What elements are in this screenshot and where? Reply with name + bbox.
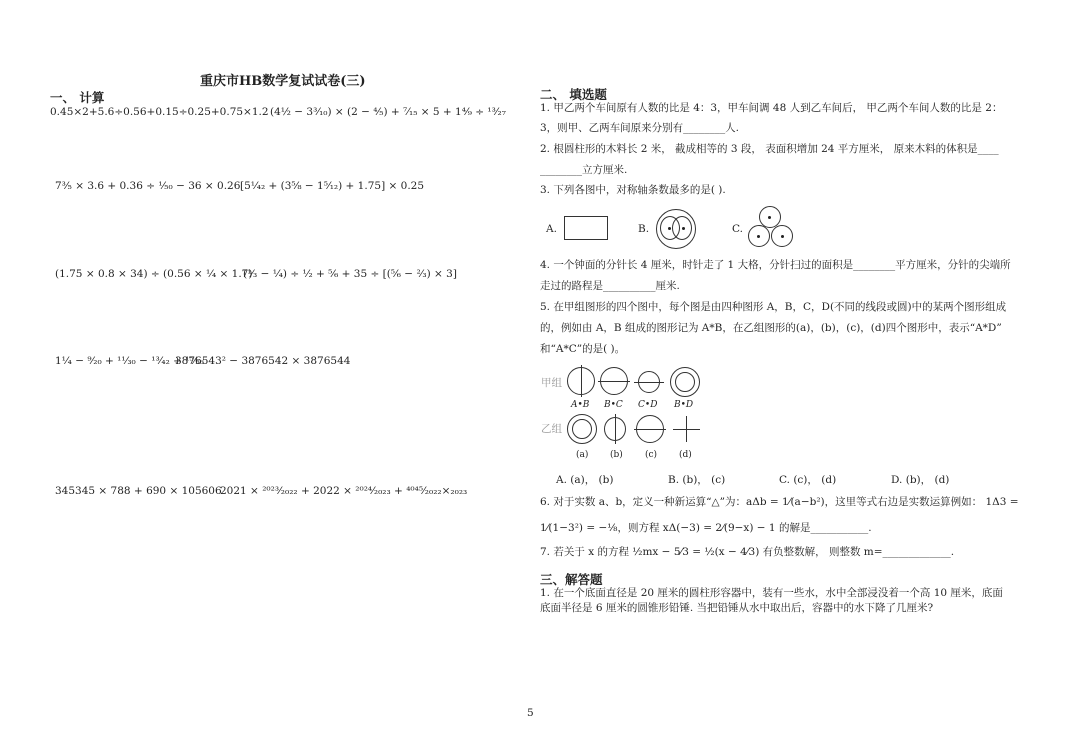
- jia-label-3: C•D: [638, 400, 658, 410]
- q5-line1: 5. 在甲组图形的四个图中，每个图是由四种图形 A，B，C，D(不同的线段或圆)中的某两个图形组成: [540, 301, 1007, 313]
- q5-option-b: B. (b)， (c): [668, 474, 726, 486]
- yi-label-c: (c): [645, 450, 658, 460]
- page-number: 5: [527, 707, 534, 719]
- problem-9: 345345 × 788 + 690 × 105606: [55, 485, 222, 497]
- problem-5: (1.75 × 0.8 × 34) ÷ (0.56 × ¹⁄₄ × 1.7): [55, 268, 253, 280]
- q4-line1: 4. 一个钟面的分针长 4 厘米，时针走了 1 大格，分针扫过的面积是________平方厘米，分针的尖端所: [540, 259, 1011, 271]
- q7-text: 7. 若关于 x 的方程 ½mx − 5⁄3 = ½(x − 4⁄3) 有负整数解， 则整数 m=_____________.: [540, 546, 955, 558]
- problem-7: 1¹⁄₄ − ⁹⁄₂₀ + ¹¹⁄₃₀ − ¹³⁄₄₂ + ¹⁵⁄₅₆: [55, 355, 204, 367]
- problem-2: (4½ − 3³⁄₁₀) × (2 − ⁴⁄₅) + ⁷⁄₁₅ × 5 + 1⁴⁄₉ ÷ ¹³⁄₂₇: [270, 106, 506, 118]
- q1-line1: 1. 甲乙两个车间原有人数的比是 4：3，甲车间调 48 人到乙车间后， 甲乙两个车间人数的比是 2：: [540, 102, 1003, 114]
- figure-c-dot-right: [781, 235, 784, 238]
- jia-label-1: A•B: [571, 400, 590, 410]
- q5-line2: 的，例如由 A，B 组成的图形记为 A*B，在乙组图形的(a)，(b)，(c)，(d)四个图形中，表示“A*D”: [540, 322, 1002, 334]
- q1-line2: 3，则甲、乙两车间原来分别有________人.: [540, 122, 740, 134]
- q6-line1: 6. 对于实数 a、b，定义一种新运算“△”为：aΔb = 1⁄(a−b²)，这里等式右边是实数运算例如： 1Δ3 =: [540, 496, 1019, 508]
- q2-line1: 2. 根圆柱形的木料长 2 米， 截成相等的 3 段， 表面积增加 24 平方厘米， 原来木料的体积是____: [540, 143, 999, 155]
- figure-c-dot-top: [768, 216, 771, 219]
- section-calc-heading: 一、 计算: [50, 90, 105, 105]
- rectangle-figure: [564, 216, 608, 240]
- s3-q1-line2: 底面半径是 6 厘米的圆锥形铅锤. 当把铅锤从水中取出后，容器中的水下降了几厘米?: [540, 602, 934, 614]
- problem-8: 3876543² − 3876542 × 3876544: [175, 355, 351, 367]
- jia-label-2: B•C: [604, 400, 623, 410]
- group-jia-label: 甲组: [541, 377, 562, 389]
- q2-line2: ________立方厘米.: [540, 164, 628, 176]
- q6-line2: 1⁄(1−3²) = −⅛，则方程 xΔ(−3) = 2⁄(9−x) − 1 的解是___________.: [540, 522, 872, 534]
- yi-label-a: (a): [576, 450, 589, 460]
- figure-c-dot-left: [757, 235, 760, 238]
- section-answer-heading: 三、解答题: [540, 572, 603, 587]
- problem-4: [5¹⁄₄₂ + (3⁵⁄₈ − 1⁵⁄₁₂) + 1.75] × 0.25: [240, 180, 425, 192]
- q5-option-a: A. (a)， (b): [556, 474, 614, 486]
- yi-label-b: (b): [610, 450, 623, 460]
- jia-label-4: B•D: [674, 400, 694, 410]
- problem-3: 7³⁄₅ × 3.6 + 0.36 ÷ ¹⁄₅₀ − 36 × 0.26: [55, 180, 241, 192]
- q3-text: 3. 下列各图中，对称轴条数最多的是( ).: [540, 184, 726, 196]
- figure-b-dot-right: [682, 227, 685, 230]
- s3-q1-line1: 1. 在一个底面直径是 20 厘米的圆柱形容器中，装有一些水，水中全部浸没着一个高 10 厘米，底面: [540, 587, 1003, 599]
- q3-option-c-label: C.: [732, 223, 743, 235]
- q3-option-b-label: B.: [638, 223, 650, 235]
- page-title: 重庆市HB数学复试试卷(三): [200, 74, 366, 89]
- problem-6: (¹⁄₃ − ¹⁄₄) ÷ ¹⁄₂ + ⁵⁄₆ + 35 ÷ [(⁵⁄₆ − ²⁄₃) × 3]: [243, 268, 457, 280]
- section-fill-heading: 二、 填选题: [540, 87, 607, 102]
- problem-1: 0.45×2+5.6÷0.56+0.15÷0.25+0.75×1.2: [50, 106, 269, 118]
- q3-option-a-label: A.: [546, 223, 557, 235]
- q5-line3: 和“A*C”的是( )。: [540, 343, 626, 355]
- q4-line2: 走过的路程是__________厘米.: [540, 280, 680, 292]
- group-yi-label: 乙组: [541, 423, 562, 435]
- q5-option-c: C. (c)， (d): [779, 474, 837, 486]
- yi-label-d: (d): [679, 450, 692, 460]
- problem-10: 2021 × ²⁰²³⁄₂₀₂₂ + 2022 × ²⁰²⁴⁄₂₀₂₃ + ⁴⁰⁴⁵⁄₂₀₂₂×₂₀₂₃: [220, 485, 468, 497]
- figure-b-dot-left: [668, 227, 671, 230]
- q5-option-d: D. (b)， (d): [891, 474, 950, 486]
